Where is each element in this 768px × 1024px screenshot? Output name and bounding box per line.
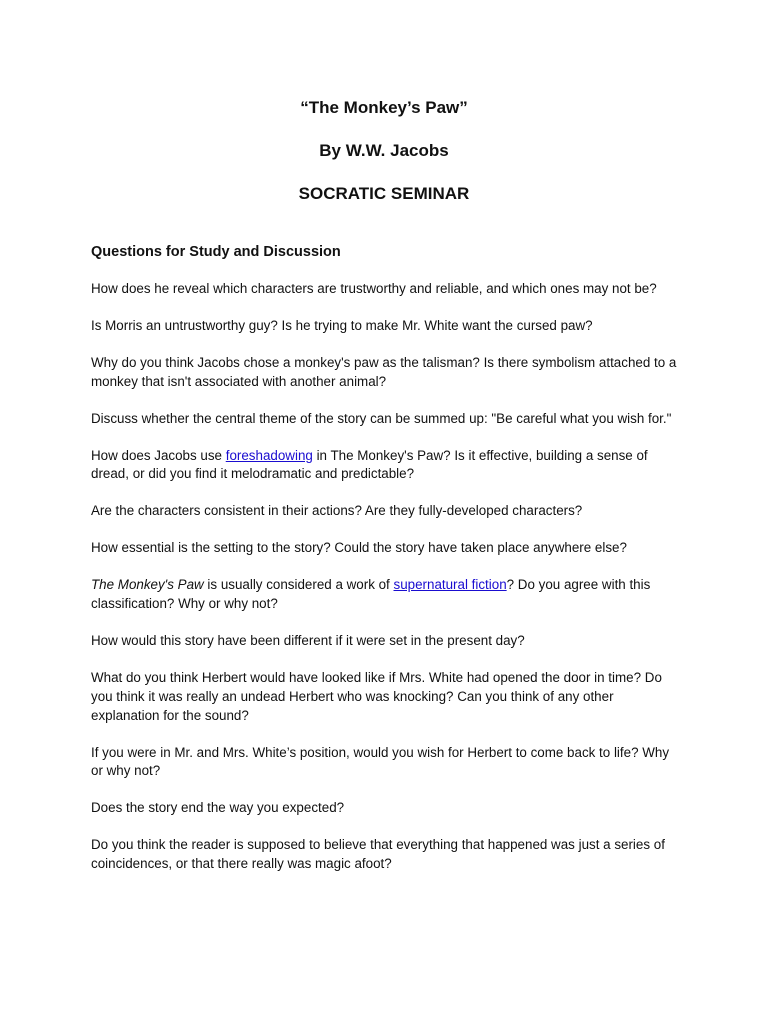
question-4: Discuss whether the central theme of the story can be summed up: "Be careful what you wish for." [91, 410, 672, 426]
question-9: How would this story have been different if it were set in the present day? [91, 633, 525, 649]
question-list [91, 280, 683, 892]
question-11: If you were in Mr. and Mrs. White’s position, would you wish for Herbert to come back to life? Why or why not? [91, 744, 670, 779]
question-2: Is Morris an untrustworthy guy? Is he trying to make Mr. White want the cursed paw? [91, 318, 593, 333]
document-title: “The Monkey’s Paw” [300, 98, 468, 117]
foreshadowing-link[interactable]: foreshadowing [225, 447, 313, 463]
question-1: How does he reveal which characters are trustworthy and reliable, and which ones may not be? [91, 281, 657, 296]
question-3: Why do you think Jacobs chose a monkey's paw as the talisman? Is there symbolism attached to a monkey that isn't associated with another animal? [91, 355, 677, 389]
question-8-text-after: ? Do you agree with this classification? Why or why not? [91, 577, 651, 612]
question-8-text-before: is usually considered a work of [203, 577, 394, 593]
document-subtitle: SOCRATIC SEMINAR [298, 184, 470, 203]
question-8 [91, 576, 683, 613]
question-7: How essential is the setting to the story? Could the story have taken place anywhere else? [91, 540, 627, 556]
question-13: Do you think the reader is supposed to believe that everything that happened was just a series of coincidences, or that there really was magic afoot? [91, 837, 665, 871]
question-6: Are the characters consistent in their actions? Are they fully-developed characters? [91, 503, 583, 519]
section-heading: Questions for Study and Discussion [91, 244, 341, 260]
question-12: Does the story end the way you expected? [91, 800, 345, 816]
story-title-italic: The Monkey's Paw [91, 577, 204, 593]
question-5-text-after: in The Monkey's Paw? Is it effective, building a sense of dread, or did you find it melodramatic and predictable? [91, 447, 648, 482]
question-5 [91, 447, 683, 484]
supernatural-fiction-link[interactable]: supernatural fiction [393, 577, 507, 593]
question-10: What do you think Herbert would have looked like if Mrs. White had opened the door in time? Do you think it was really an undead Herbert who was knocking? Can you think of any other explanation for the sound? [91, 670, 662, 723]
question-5-text-before: How does Jacobs use [91, 447, 226, 463]
document-author: By W.W. Jacobs [319, 141, 449, 160]
